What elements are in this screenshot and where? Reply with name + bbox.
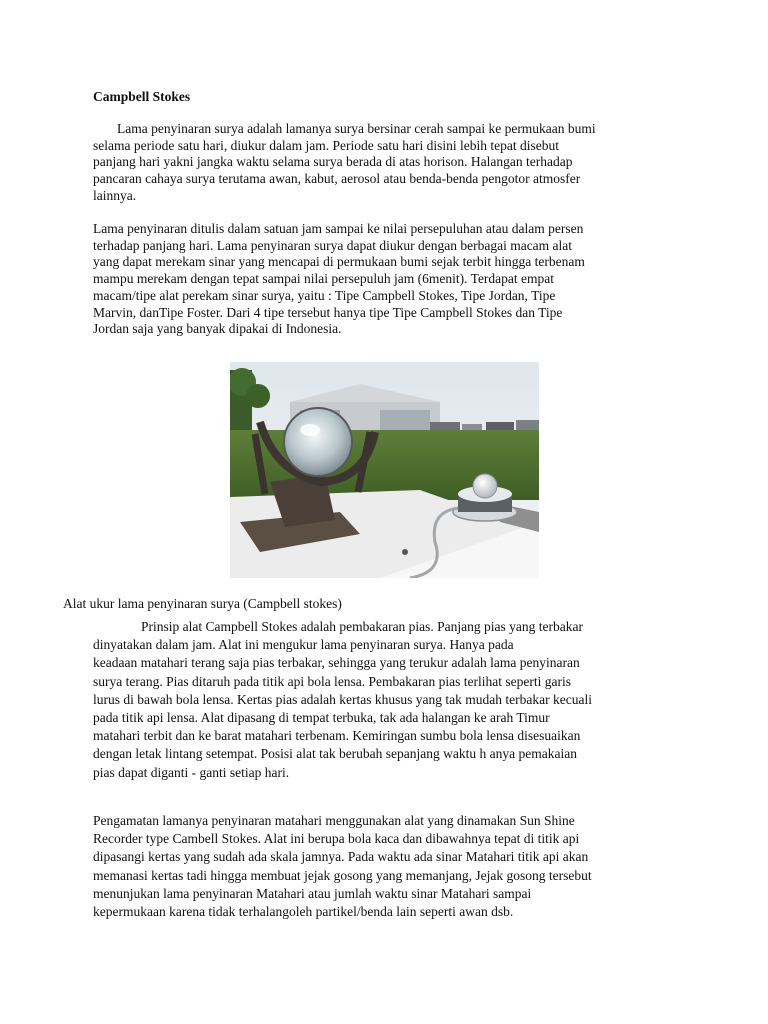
paragraph-line: dinyatakan dalam jam. Alat ini mengukur lama penyinaran surya. Hanya pada — [93, 637, 514, 653]
paragraph-line: dengan letak lintang setempat. Posisi alat tak berubah sepanjang waktu h anya pemakaian — [93, 746, 577, 762]
paragraph-line: macam/tipe alat perekam sinar surya, yaitu : Tipe Campbell Stokes, Tipe Jordan, Tipe — [93, 287, 556, 303]
paragraph-line: Lama penyinaran surya adalah lamanya surya bersinar cerah sampai ke permukaan bumi — [117, 121, 596, 136]
paragraph-line: pias dapat diganti - ganti setiap hari. — [93, 764, 290, 780]
paragraph-measurement — [93, 221, 683, 338]
paragraph-line: yang dapat merekam sinar yang mencapai di permukaan bumi sejak terbit hingga terbenam — [93, 254, 585, 270]
paragraph-line: Recorder type Cambell Stokes. Alat ini berupa bola kaca dan dibawahnya tepat di titik api — [93, 831, 580, 847]
paragraph-line: surya terang. Pias ditaruh pada titik api bola lensa. Pembakaran pias terlihat seperti garis — [93, 673, 571, 689]
paragraph-line: pancaran cahaya surya terutama awan, kabut, aerosol atau benda-benda pengotor atmosfer — [93, 171, 581, 187]
paragraph-line: Pengamatan lamanya penyinaran matahari menggunakan alat yang dinamakan Sun Shine — [93, 813, 575, 828]
paragraph-line: lurus di bawah bola lensa. Kertas pias adalah kertas khusus yang tak mudah terbakar kecuali — [93, 691, 592, 707]
paragraph-line: matahari terbit dan ke barat matahari terbenam. Kemiringan sumbu bola lensa disesuaikan — [93, 728, 581, 744]
campbell-stokes-photo — [230, 362, 539, 578]
paragraph-observation — [93, 812, 683, 921]
paragraph-line: Jordan saja yang banyak dipakai di Indonesia. — [93, 321, 342, 337]
paragraph-line: Marvin, danTipe Foster. Dari 4 tipe tersebut hanya tipe Tipe Campbell Stokes dan Tipe — [93, 304, 563, 320]
paragraph-principle — [93, 618, 683, 782]
paragraph-line: Prinsip alat Campbell Stokes adalah pembakaran pias. Panjang pias yang terbakar — [141, 619, 583, 634]
document-title: Campbell Stokes — [93, 89, 191, 104]
paragraph-line: pada titik api lensa. Alat dipasang di tempat terbuka, tak ada halangan ke arah Timur — [93, 710, 550, 726]
paragraph-line: keadaan matahari terang saja pias terbakar, sehingga yang terukur adalah lama penyinaran — [93, 655, 580, 671]
paragraph-line: terhadap panjang hari. Lama penyinaran surya dapat diukur dengan berbagai macam alat — [93, 237, 573, 253]
paragraph-intro — [93, 121, 683, 205]
paragraph-line: mampu merekam dengan tepat sampai nilai persepuluh jam (6menit). Terdapat empat — [93, 271, 555, 287]
paragraph-line: selama periode satu hari, diukur dalam jam. Periode satu hari disini lebih tepat disebut — [93, 137, 560, 153]
paragraph-line: kepermukaan karena tidak terhalangoleh partikel/benda lain seperti awan dsb. — [93, 904, 514, 920]
paragraph-line: panjang hari yakni jangka waktu selama surya berada di atas horison. Halangan terhadap — [93, 154, 573, 170]
paragraph-line: dipasangi kertas yang sudah ada skala jamnya. Pada waktu ada sinar Matahari titik api akan — [93, 849, 589, 865]
paragraph-line: Lama penyinaran ditulis dalam satuan jam sampai ke nilai persepuluhan atau dalam persen — [93, 221, 584, 236]
paragraph-line: lainnya. — [93, 187, 137, 203]
figure-caption: Alat ukur lama penyinaran surya (Campbell stokes) — [63, 596, 342, 611]
paragraph-line: menunjukan lama penyinaran Matahari atau jumlah waktu sinar Matahari sampai — [93, 885, 532, 901]
paragraph-line: memanasi kertas tadi hingga membuat jejak gosong yang memanjang, Jejak gosong tersebut — [93, 867, 592, 883]
